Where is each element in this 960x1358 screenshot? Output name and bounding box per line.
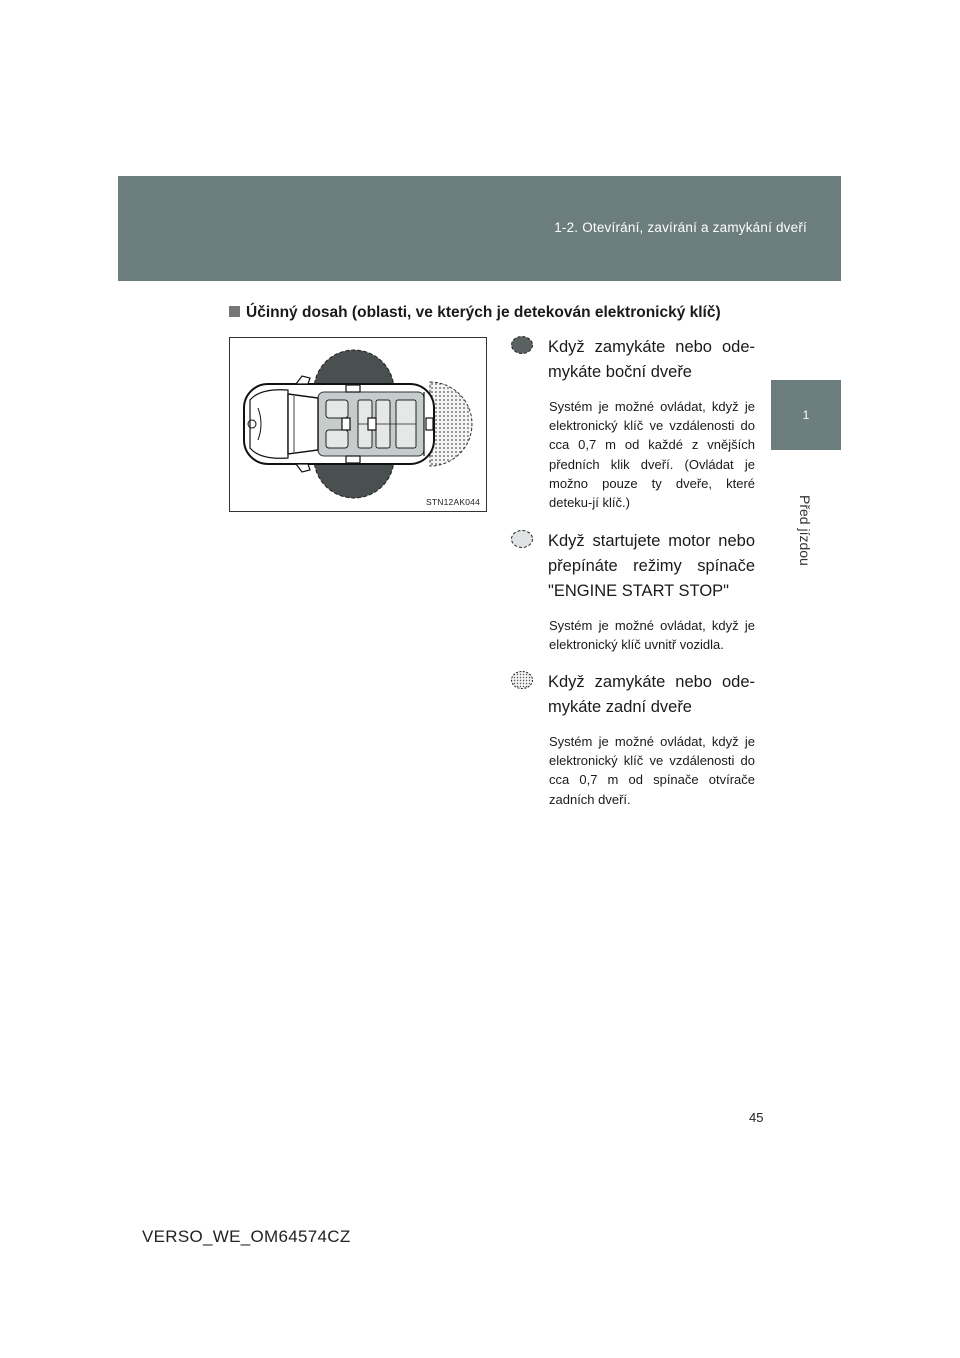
- section-heading: [229, 304, 721, 322]
- zone-description: Systém je možné ovládat, když je elektronický klíč uvnitř vozidla.: [549, 618, 755, 653]
- chapter-number: 1: [802, 408, 810, 422]
- car-top-view-illustration: [230, 338, 486, 511]
- zone-title: Když zamykáte nebo ode-mykáte boční dveře: [548, 338, 755, 381]
- chapter-header: [118, 176, 841, 281]
- zone-description: Systém je možné ovládat, když je elektronický klíč ve vzdálenosti do cca 0,7 m od každé z vnějších předních klik dveří. (Ovládat je možno pouze ty dveře, které deteku-jí klíč.): [549, 399, 755, 511]
- zone-side-doors: [510, 335, 755, 512]
- heading-square-icon: [229, 306, 240, 317]
- zone-title: Když zamykáte nebo ode-mykáte zadní dveře: [548, 673, 755, 716]
- dark-dashed-circle-icon: [510, 335, 534, 355]
- chapter-label-text: Před jízdou: [797, 495, 813, 566]
- zone-title: Když startujete motor nebo přepínáte režimy spínače "ENGINE START STOP": [548, 532, 755, 600]
- figure-code: STN12AK044: [426, 497, 480, 507]
- detection-range-figure: [229, 337, 487, 512]
- rear-door-zone: [430, 382, 472, 466]
- heading-text: Účinný dosah (oblasti, ve kterých je detekován elektronický klíč): [246, 304, 721, 321]
- zone-description: Systém je možné ovládat, když je elektronický klíč ve vzdálenosti do cca 0,7 m od spínače otvírače zadních dveří.: [549, 734, 755, 807]
- zone-back-door: [510, 670, 755, 809]
- chapter-tab: [771, 380, 841, 450]
- section-title: 1-2. Otevírání, zavírání a zamykání dveří: [554, 220, 807, 235]
- zone-engine-start: [510, 529, 755, 654]
- dotted-circle-icon: [510, 670, 534, 690]
- document-code: VERSO_WE_OM64574CZ: [142, 1227, 351, 1246]
- light-dashed-circle-icon: [510, 529, 534, 549]
- page-number: 45: [749, 1110, 764, 1125]
